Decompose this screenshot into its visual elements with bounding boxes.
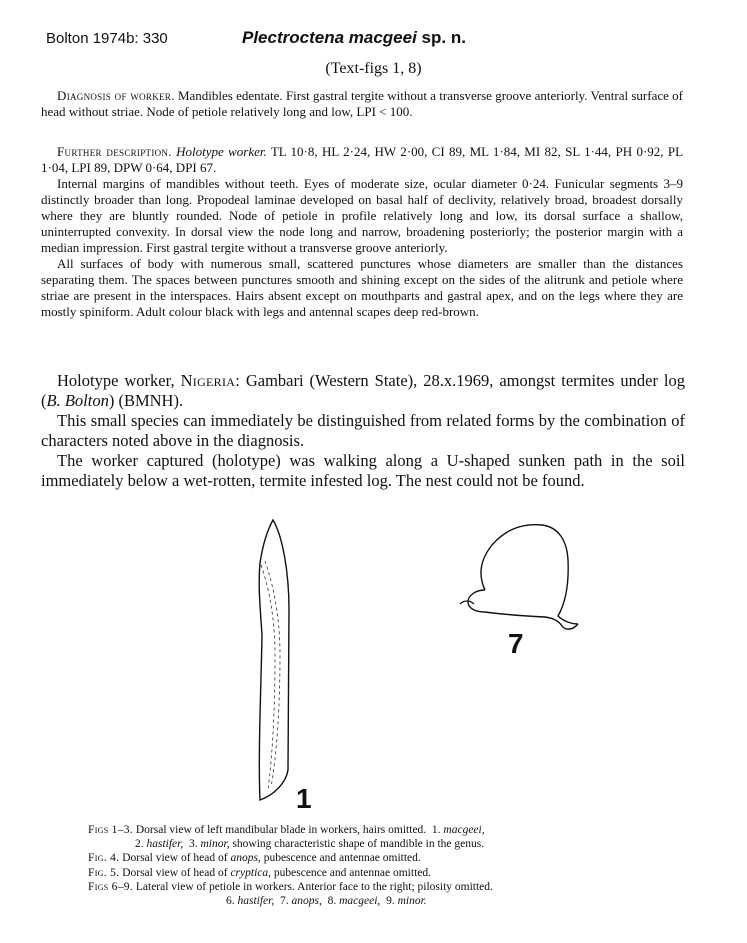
figure-label-7: 7 bbox=[508, 628, 524, 659]
caption-text: showing characteristic shape of mandible in the genus. bbox=[232, 838, 485, 851]
caption-number: 7. bbox=[280, 895, 289, 908]
species-name: Plectroctena macgeei bbox=[242, 28, 417, 47]
caption-label: Fig. 4. bbox=[88, 852, 120, 865]
remark-1: This small species can immediately be distinguished from related forms by the combination of characters noted above in the diagnosis. bbox=[41, 411, 685, 450]
caption-text: Dorsal view of head of bbox=[122, 852, 228, 865]
caption-species: hastifer, bbox=[237, 895, 275, 908]
figure-captions bbox=[88, 823, 678, 908]
further-description-section bbox=[41, 144, 683, 320]
caption-figs-1-3-cont bbox=[88, 837, 678, 851]
caption-text: Dorsal view of head of bbox=[122, 866, 228, 879]
locality-pre: : Gambari (Western State), 28.x.1969, amongst termites under log ( bbox=[41, 371, 686, 410]
remark-2: The worker captured (holotype) was walking along a U-shaped sunken path in the soil immediately below a wet-rotten, termite infested log. The nest could not be found. bbox=[41, 451, 685, 490]
collector: B. Bolton bbox=[46, 391, 109, 410]
caption-species: minor. bbox=[397, 895, 427, 908]
caption-species: anops, bbox=[291, 895, 322, 908]
diagnosis-heading: Diagnosis of worker. bbox=[57, 88, 175, 103]
caption-species: hastifer, bbox=[146, 838, 184, 851]
caption-text: pubescence and antennae omitted. bbox=[263, 852, 421, 865]
caption-number: 9. bbox=[386, 895, 395, 908]
caption-species: cryptica, bbox=[230, 866, 272, 879]
caption-fig-4 bbox=[88, 851, 678, 865]
citation: Bolton 1974b: 330 bbox=[46, 30, 168, 47]
measurements: TL 10·8, HL 2·24, HW 2·00, CI 89, ML 1·84, MI 82, SL 1·44, PH 0·92, PL 1·04, LPI 89, DPW 0·64, DPI 67. bbox=[41, 144, 684, 175]
caption-number: 6. bbox=[226, 895, 235, 908]
caption-label: Fig. 5. bbox=[88, 866, 120, 879]
further-description-heading: Further description. bbox=[57, 144, 172, 159]
locality-post: ) (BMNH). bbox=[108, 391, 184, 410]
country: Nigeria bbox=[180, 371, 236, 390]
holotype-lead: Holotype worker, bbox=[57, 371, 175, 390]
caption-number: 1. bbox=[431, 824, 441, 836]
caption-number: 2. bbox=[135, 838, 144, 851]
caption-species: anops, bbox=[230, 852, 261, 865]
species-status: sp. n. bbox=[421, 28, 466, 47]
caption-species: minor, bbox=[200, 838, 230, 851]
petiole-figure bbox=[450, 520, 590, 640]
caption-label: Figs 1–3. bbox=[88, 824, 133, 836]
caption-figs-6-9-cont bbox=[88, 894, 678, 908]
caption-species: macgeei, bbox=[443, 824, 485, 836]
caption-number: 3. bbox=[189, 838, 198, 851]
mandible-figure bbox=[248, 515, 310, 805]
caption-species: macgeei, bbox=[339, 895, 381, 908]
caption-figs-1-3 bbox=[88, 823, 678, 837]
caption-text: Lateral view of petiole in workers. Anterior face to the right; pilosity omitted. bbox=[135, 880, 493, 893]
caption-text: Dorsal view of left mandibular blade in workers, hairs omitted. bbox=[135, 824, 427, 836]
caption-text: pubescence and antennae omitted. bbox=[273, 866, 431, 879]
diagnosis-text: Mandibles edentate. First gastral tergite without a transverse groove anteriorly. Ventral surface of head without striae. Node of petiole relatively long and low, LPI < 100. bbox=[41, 88, 683, 119]
description-para-2: All surfaces of body with numerous small, scattered punctures whose diameters are smaller than the distances separating them. The spaces between punctures smooth and shining except on the sides of the alitrunk and petiole where striae are present in the interspaces. Hairs absent except on mouthparts and gastral apex, and on the legs where they are mostly spiniform. Adult colour black with legs and antennal scapes deep red-brown. bbox=[41, 256, 683, 319]
holotype-label: Holotype worker. bbox=[176, 144, 267, 159]
caption-figs-6-9 bbox=[88, 880, 678, 894]
species-title bbox=[242, 28, 466, 48]
caption-label: Figs 6–9. bbox=[88, 880, 133, 893]
diagnosis-section bbox=[41, 88, 683, 120]
caption-fig-5 bbox=[88, 866, 678, 880]
description-para-1: Internal margins of mandibles without teeth. Eyes of moderate size, ocular diameter 0·24. Funicular segments 3–9 distinctly broader than long. Propodeal laminae developed on basal half of declivity, relatively broad, broadest dorsally where they are bluntly rounded. Node of petiole in profile relatively long and low, its dorsal surface a shallow, uninterrupted convexity. In dorsal view the node long and narrow, broadening posteriorly; the posterior margin with a median impression. First gastral tergite without a transverse groove anteriorly. bbox=[41, 176, 683, 255]
figure-label-1: 1 bbox=[296, 783, 312, 814]
type-data-section bbox=[41, 371, 685, 491]
caption-number: 8. bbox=[327, 895, 337, 908]
figure-reference: (Text-figs 1, 8) bbox=[325, 60, 422, 77]
